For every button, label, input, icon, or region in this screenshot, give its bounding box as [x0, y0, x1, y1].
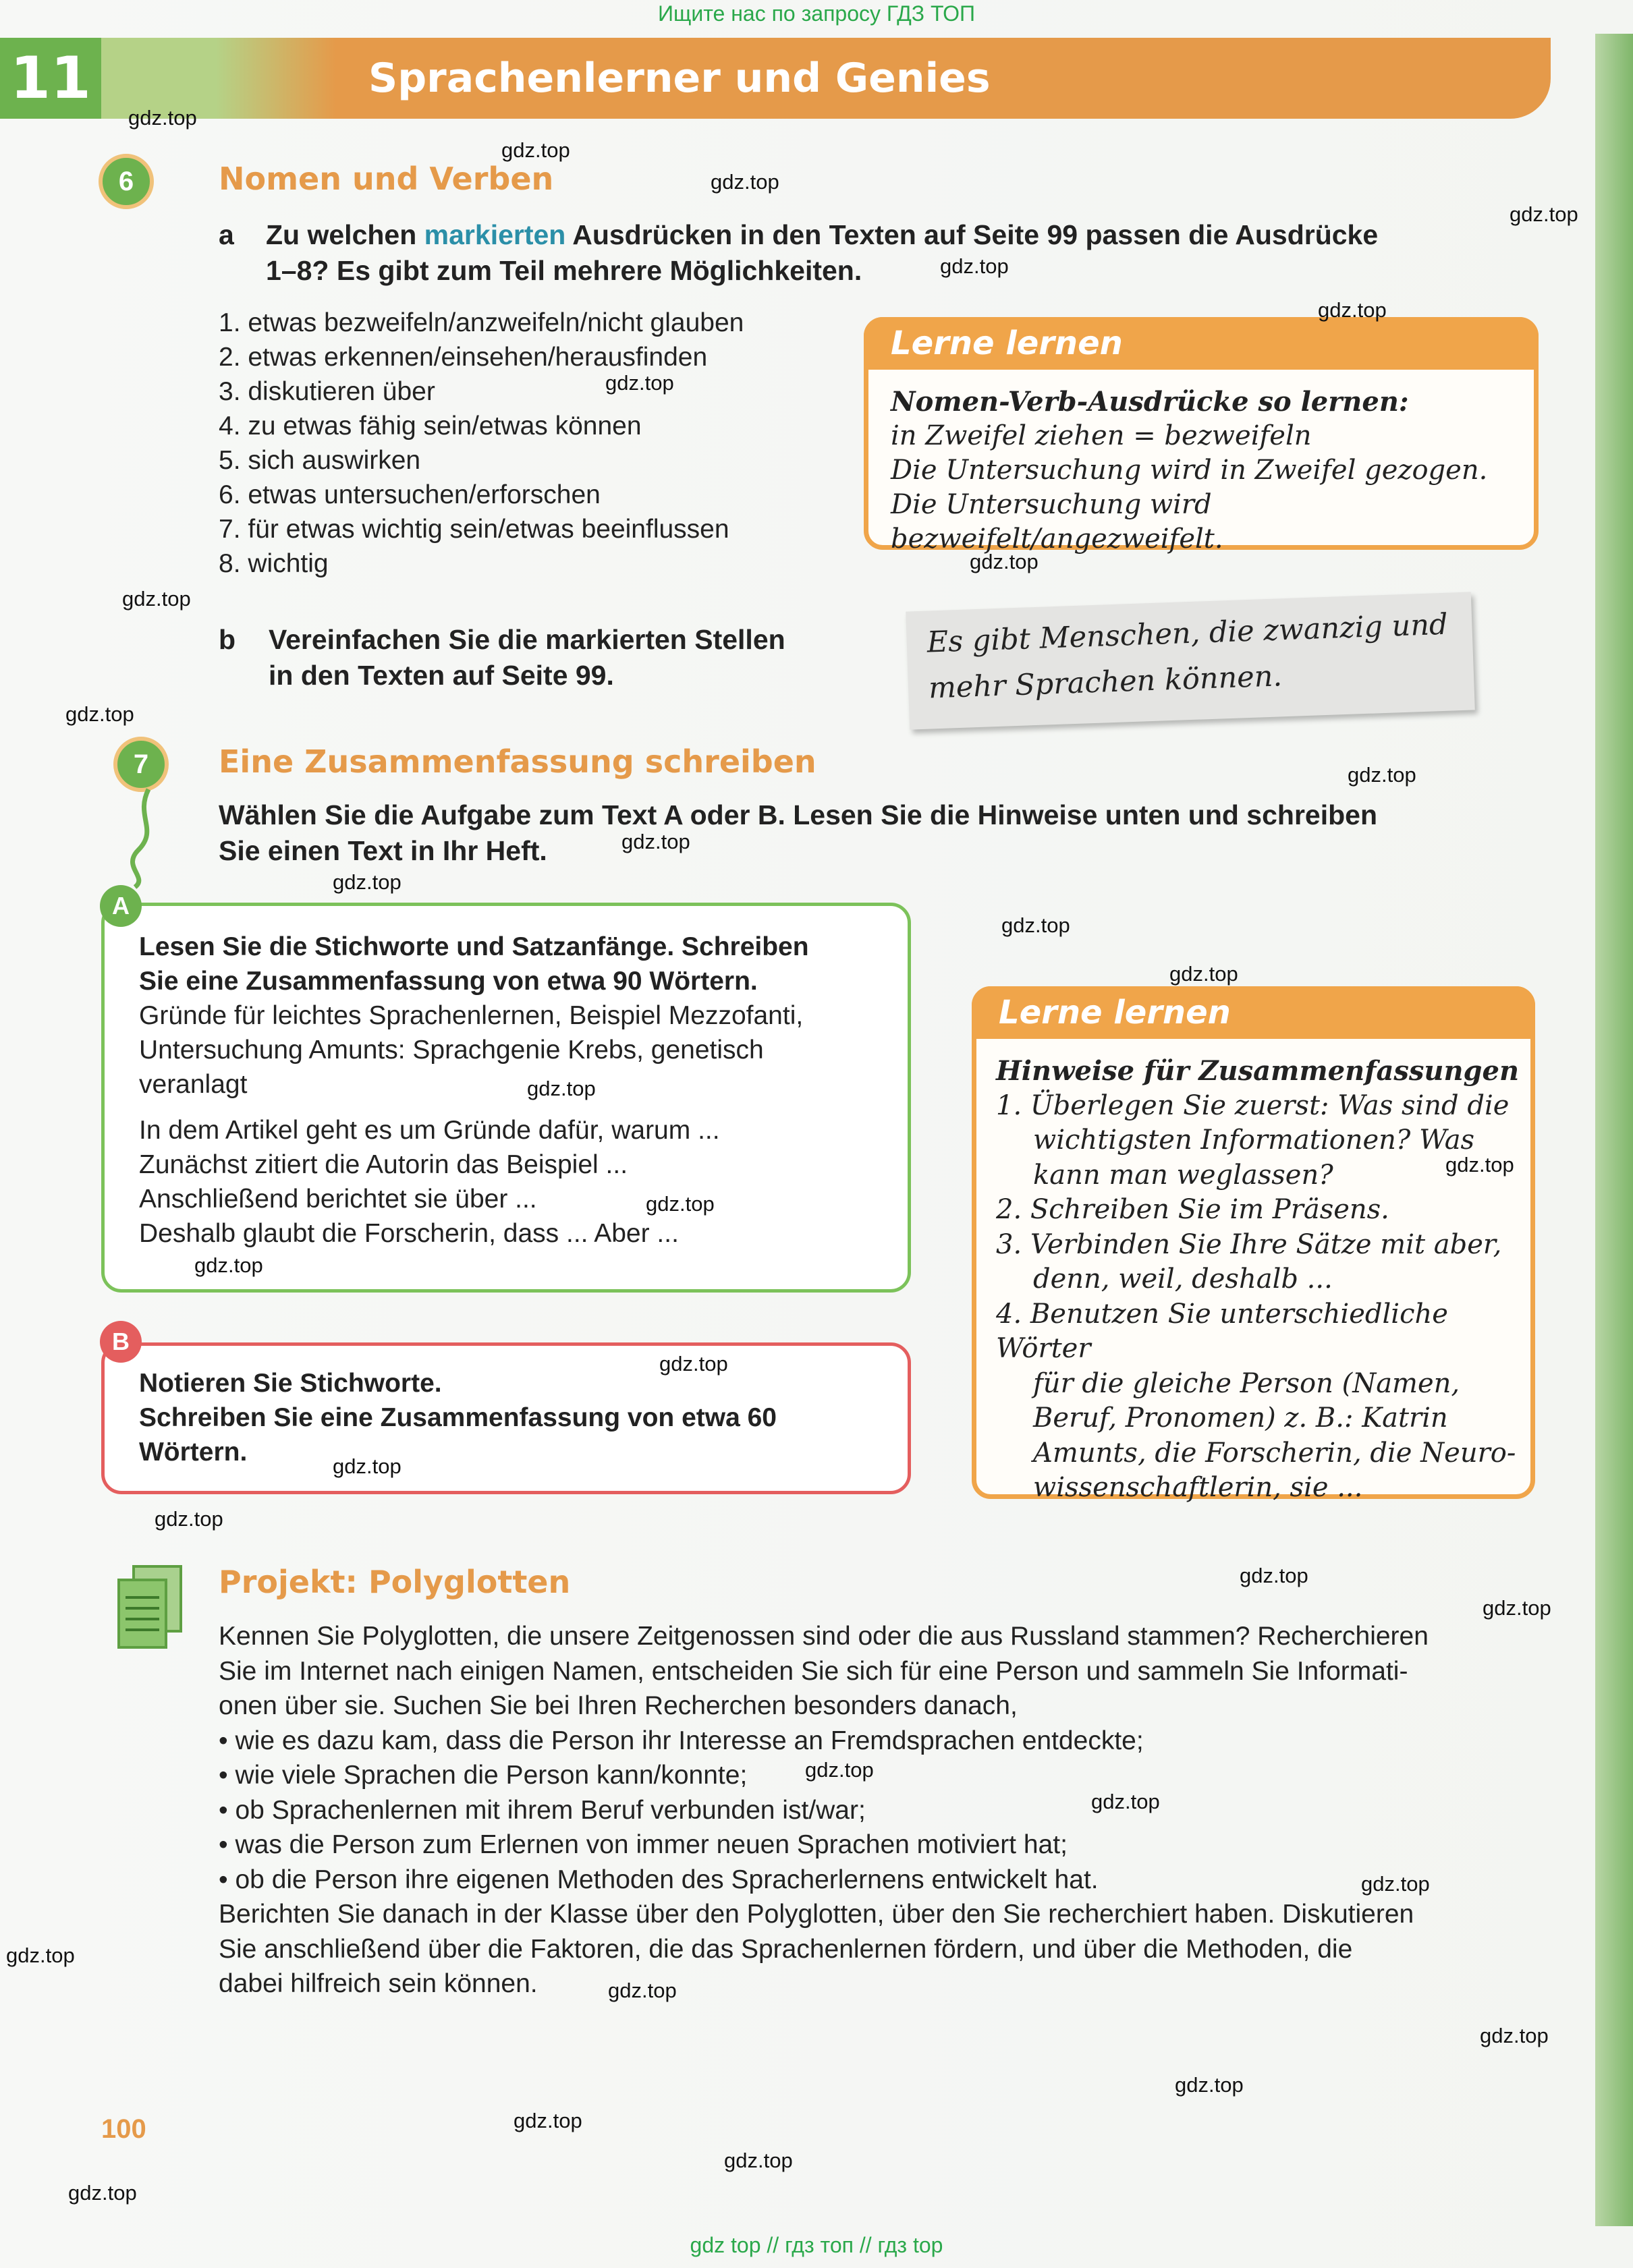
page-edge-strip [1595, 34, 1633, 2226]
list-item: • ob Sprachenlernen mit ihrem Beruf verbunden ist/war; [219, 1795, 866, 1825]
watermark: gdz.top [605, 371, 674, 395]
chapter-number: 11 [0, 38, 101, 119]
watermark: gdz.top [1091, 1790, 1160, 1813]
watermark: gdz.top [333, 1454, 402, 1478]
watermark: gdz.top [1001, 913, 1070, 937]
watermark: gdz.top [608, 1979, 677, 2002]
task-a-sentence-2: Zunächst zitiert die Autorin das Beispiel ... [139, 1150, 628, 1179]
project-title: Projekt: Polyglotten [219, 1564, 571, 1600]
hint-2: 2. Schreiben Sie im Präsens. [996, 1194, 1389, 1225]
task-a-sentence-3: Anschließend berichtet sie über ... [139, 1185, 537, 1214]
chapter-band-gradient [216, 38, 336, 119]
exercise-6b-text-2: in den Texten auf Seite 99. [269, 660, 614, 691]
watermark: gdz.top [6, 1944, 75, 1967]
list-item: 1. etwas bezweifeln/anzweifeln/nicht glauben [219, 308, 744, 337]
lerne-lernen-header-2 [972, 986, 1535, 1039]
watermark: gdz.top [1169, 962, 1238, 986]
watermark: gdz.top [1240, 1564, 1308, 1587]
list-item: 6. etwas untersuchen/erforschen [219, 480, 601, 509]
exercise-6a-label: a [219, 219, 234, 250]
task-b-line-3: Wörtern. [139, 1438, 248, 1467]
task-a-keywords-3: veranlagt [139, 1070, 248, 1099]
watermark: gdz.top [1318, 298, 1387, 322]
project-para-4: Berichten Sie danach in der Klasse über den Polyglotten, über den Sie recherchiert haben. Diskutieren [219, 1900, 1414, 1929]
list-item: 4. zu etwas fähig sein/etwas können [219, 412, 642, 441]
watermark: gdz.top [711, 170, 779, 194]
exercise-6b-text-1: Vereinfachen Sie die markierten Stellen [269, 624, 785, 655]
exercise-6b-label: b [219, 624, 236, 655]
task-a-head-2: Sie eine Zusammenfassung von etwa 90 Wörtern. [139, 967, 758, 996]
watermark: gdz.top [68, 2181, 137, 2205]
lerne-lernen-1-line3: Die Untersuchung wird bezweifelt/angezweifelt. [891, 489, 1223, 555]
hint-4d: Amunts, die Forscherin, die Neuro- [1033, 1437, 1516, 1469]
task-a-keywords-2: Untersuchung Amunts: Sprachgenie Krebs, genetisch [139, 1036, 764, 1065]
project-para-1: Kennen Sie Polyglotten, die unsere Zeitgenossen sind oder die aus Russland stammen? Recherchieren [219, 1622, 1429, 1651]
watermark: gdz.top [514, 2109, 582, 2132]
list-item: • wie es dazu kam, dass die Person ihr Interesse an Fremdsprachen entdeckte; [219, 1726, 1144, 1755]
hint-4a: 4. Benutzen Sie unterschiedliche Wörter [996, 1298, 1448, 1364]
note-card [906, 592, 1475, 729]
watermark: gdz.top [805, 1758, 874, 1782]
list-item: • was die Person zum Erlernen von immer neuen Sprachen motiviert hat; [219, 1830, 1068, 1859]
lerne-lernen-header-1 [864, 317, 1539, 370]
watermark: gdz.top [940, 254, 1009, 278]
watermark: gdz.top [155, 1507, 223, 1531]
lerne-lernen-1-title: Nomen-Verb-Ausdrücke so lernen: [891, 386, 1409, 418]
hint-4b: für die gleiche Person (Namen, [1033, 1367, 1460, 1399]
exercise-6-title: Nomen und Verben [219, 161, 554, 197]
watermark: gdz.top [621, 830, 690, 853]
list-item: • wie viele Sprachen die Person kann/konnte; [219, 1761, 748, 1790]
hint-3b: denn, weil, deshalb ... [1033, 1264, 1333, 1295]
lerne-lernen-2-title: Hinweise für Zusammenfassungen [996, 1055, 1520, 1087]
task-a-keywords-1: Gründe für leichtes Sprachenlernen, Beispiel Mezzofanti, [139, 1001, 804, 1030]
exercise-6-list [219, 306, 860, 581]
lerne-lernen-2-content [996, 1054, 1529, 1506]
watermark: gdz.top [1175, 2073, 1244, 2097]
exercise-6a-text-2: Ausdrücken in den Texten auf Seite 99 passen die Ausdrücke [572, 219, 1379, 250]
list-item: 3. diskutieren über [219, 377, 435, 406]
watermark: gdz.top [724, 2149, 793, 2172]
task-b-line-2: Schreiben Sie eine Zusammenfassung von etwa 60 [139, 1403, 777, 1432]
list-item: • ob die Person ihre eigenen Methoden des Spracherlernens entwickelt hat. [219, 1865, 1099, 1894]
project-para-3: onen über sie. Suchen Sie bei Ihren Recherchen besonders danach, [219, 1691, 1018, 1720]
lerne-lernen-header-1-text: Lerne lernen [891, 324, 1123, 362]
lerne-lernen-1-line1: in Zweifel ziehen = bezweifeln [891, 420, 1312, 451]
chapter-title [336, 38, 1551, 119]
task-a-content [139, 930, 895, 1251]
watermark: gdz.top [646, 1192, 715, 1216]
project-para-2: Sie im Internet nach einigen Namen, entscheiden Sie sich für eine Person und sammeln Sie Informati- [219, 1656, 1408, 1686]
exercise-7-instruction-2: Sie einen Text in Ihr Heft. [219, 835, 547, 866]
hint-1b: wichtigsten Informationen? Was [1033, 1125, 1475, 1156]
note-card-line2: mehr Sprachen können. [928, 659, 1283, 706]
watermark: gdz.top [1480, 2024, 1549, 2047]
list-item: 2. etwas erkennen/einsehen/herausfinden [219, 343, 708, 372]
document-icon [113, 1564, 188, 1651]
lerne-lernen-header-2-text: Lerne lernen [999, 994, 1231, 1031]
watermark: gdz.top [122, 587, 191, 611]
watermark: gdz.top [1348, 763, 1416, 787]
watermark: gdz.top [501, 138, 570, 162]
watermark: gdz.top [1361, 1872, 1430, 1896]
watermark: gdz.top [527, 1077, 596, 1100]
task-a-badge: A [100, 885, 142, 927]
project-para-5: Sie anschließend über die Faktoren, die das Sprachenlernen fördern, und über die Methoden, die [219, 1934, 1353, 1964]
exercise-6a-text [266, 217, 1514, 252]
lerne-lernen-1-line2: Die Untersuchung wird in Zweifel gezogen. [891, 455, 1488, 486]
exercise-7-badge: 7 [113, 737, 169, 792]
list-item: 8. wichtig [219, 549, 329, 578]
hint-4e: wissenschaftlerin, sie ... [1033, 1472, 1363, 1503]
watermark: gdz.top [1483, 1596, 1551, 1620]
bottom-banner-text[interactable]: gdz top // гдз топ // гдз top [690, 2233, 943, 2257]
page-number: 100 [101, 2114, 146, 2144]
hint-1a: 1. Überlegen Sie zuerst: Was sind die [996, 1089, 1510, 1121]
hint-4c: Beruf, Pronomen) z. B.: Katrin [1033, 1402, 1448, 1434]
top-banner-text[interactable]: Ищите нас по запросу ГДЗ ТОП [658, 1, 975, 26]
watermark: gdz.top [194, 1253, 263, 1277]
hint-1c: kann man weglassen? [1033, 1159, 1333, 1191]
watermark: gdz.top [65, 702, 134, 726]
project-para-6: dabei hilfreich sein können. [219, 1969, 538, 1998]
note-card-line1: Es gibt Menschen, die zwanzig und [926, 607, 1449, 660]
exercise-7-title: Eine Zusammenfassung schreiben [219, 743, 817, 780]
exercise-6a-text-1: Zu welchen [266, 219, 417, 250]
watermark: gdz.top [128, 106, 197, 130]
lerne-lernen-1-content [891, 385, 1525, 557]
watermark: gdz.top [970, 550, 1039, 573]
task-b-badge: B [100, 1321, 142, 1363]
watermark: gdz.top [1445, 1153, 1514, 1176]
hint-3a: 3. Verbinden Sie Ihre Sätze mit aber, [996, 1228, 1502, 1260]
chapter-title-text: Sprachenlerner und Genies [368, 55, 991, 102]
watermark: gdz.top [333, 870, 402, 894]
task-a-sentence-4: Deshalb glaubt die Forscherin, dass ... Aber ... [139, 1219, 679, 1248]
list-item: 7. für etwas wichtig sein/etwas beeinflussen [219, 515, 729, 544]
list-item: 5. sich auswirken [219, 446, 421, 475]
watermark: gdz.top [1510, 202, 1578, 226]
watermark: gdz.top [659, 1352, 728, 1376]
squiggle-decoration [108, 783, 169, 890]
exercise-6-badge: 6 [99, 154, 154, 209]
task-b-line-1: Notieren Sie Stichworte. [139, 1369, 442, 1398]
exercise-6a-text-3: 1–8? Es gibt zum Teil mehrere Möglichkeiten. [266, 255, 862, 286]
exercise-7-instruction-1: Wählen Sie die Aufgabe zum Text A oder B. Lesen Sie die Hinweise unten und schreiben [219, 799, 1377, 830]
project-content [219, 1619, 1541, 2002]
task-a-head-1: Lesen Sie die Stichworte und Satzanfänge. Schreiben [139, 932, 809, 961]
task-b-content [139, 1366, 895, 1469]
task-a-sentence-1: In dem Artikel geht es um Gründe dafür, warum ... [139, 1116, 720, 1145]
exercise-6a-marked: markierten [424, 219, 566, 250]
